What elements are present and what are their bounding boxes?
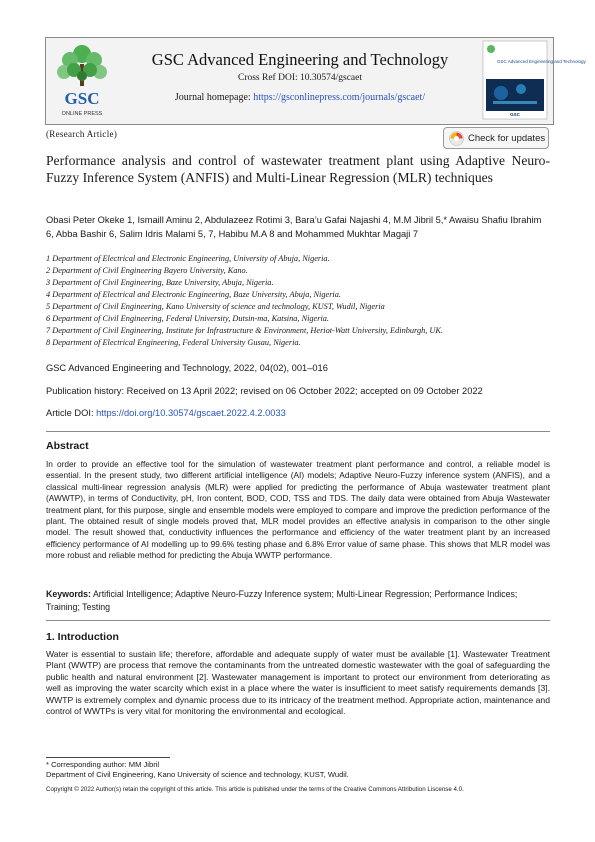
affiliations bbox=[46, 253, 550, 349]
author-list: Obasi Peter Okeke 1, Ismaill Aminu 2, Abdulazeez Rotimi 3, Bara’u Gafai Najashi 4, M.M Jibril 5,* Awaisu Shafiu Ibrahim 6, Abba Bashir 6, Salim Idris Malami 5, 7, Habibu M.A 8 and Mohammed Mukhtar Magaji 7 bbox=[46, 215, 542, 239]
introduction-text: Water is essential to sustain life; therefore, affordable and adequate supply of water must be available [1]. Wastewater Treatment Plant (WWTP) are process that remove the contaminants from the untreated domestic wastewater with the goal of safeguarding the public health and natural environment [2]. Wastewater management is important to protect our environment from deteriorating as well as improving the water scarcity which exist in a place where the water is insufficient to meet satisfy requirements demands [3]. WWTP is extremely complex and dynamic process due to its intricacy of the treatment method. Appropriate action, maintenance and control of WWTPs is very vital for monitoring the environmental and ecological. bbox=[46, 649, 550, 717]
citation-line: GSC Advanced Engineering and Technology, 2022, 04(02), 001–016 bbox=[46, 363, 328, 373]
check-for-updates-button[interactable] bbox=[443, 127, 549, 149]
logo-text: GSC bbox=[64, 89, 100, 108]
affiliation-item: 3 Department of Civil Engineering, Baze University, Abuja, Nigeria. bbox=[46, 278, 274, 287]
cover-badge: GSC bbox=[510, 112, 520, 117]
affiliation-item: 1 Department of Electrical and Electronic Engineering, University of Abuja, Nigeria. bbox=[46, 254, 330, 263]
section-divider bbox=[46, 431, 550, 432]
affiliation-item: 2 Department of Civil Engineering Bayero University, Kano. bbox=[46, 266, 248, 275]
keywords-list: Artificial Intelligence; Adaptive Neuro-Fuzzy Inference system; Multi-Linear Regression; Performance Indices; Training; Testing bbox=[46, 589, 518, 612]
article-type: (Research Article) bbox=[46, 129, 118, 139]
affiliation-item: 7 Department of Civil Engineering, Institute for Infrastructure & Environment, Heriot-Watt University, Edinburgh, UK. bbox=[46, 326, 443, 335]
corresponding-author: * Corresponding author: MM Jibril bbox=[46, 760, 160, 769]
section-divider bbox=[46, 620, 550, 621]
affiliation-item: 6 Department of Civil Engineering, Federal University, Dutsin-ma, Katsina, Nigeria. bbox=[46, 314, 329, 323]
keywords bbox=[46, 588, 550, 613]
tree-icon bbox=[57, 45, 107, 86]
affiliation-item: 5 Department of Civil Engineering, Kano University of science and technology, KUST, Wudil, Nigeria bbox=[46, 302, 385, 311]
publication-history: Publication history: Received on 13 April 2022; revised on 06 October 2022; accepted on 09 October 2022 bbox=[46, 386, 483, 396]
article-title: Performance analysis and control of wastewater treatment plant using Adaptive Neuro-Fuzzy Inference System (ANFIS) and Multi-Linear Regression (MLR) techniques bbox=[46, 153, 550, 185]
check-updates-label: Check for updates bbox=[468, 133, 546, 144]
logo-subtext: ONLINE PRESS bbox=[61, 111, 103, 117]
gsc-logo bbox=[50, 40, 114, 120]
journal-homepage bbox=[120, 92, 480, 103]
affiliation-item: 4 Department of Electrical and Electronic Engineering, Baze University, Abuja, Nigeria. bbox=[46, 290, 341, 299]
journal-cover-thumbnail bbox=[483, 41, 586, 119]
affiliation-item: 8 Department of Electrical Engineering, Federal University Gusau, Nigeria. bbox=[46, 338, 301, 347]
footnote-divider bbox=[46, 757, 170, 758]
cover-title: GSC Advanced Engineering and Technology bbox=[497, 59, 586, 64]
doi-link[interactable]: https://doi.org/10.30574/gscaet.2022.4.2.0033 bbox=[96, 408, 286, 418]
abstract-text: In order to provide an effective tool for the simulation of wastewater treatment plant performance and control, a reliable model is essential. In the present study, two different artificial intelligence (AI) models; Adaptive Neuro-Fuzzy inference system (ANFIS), and a classical multi-linear regression analysis (MLR) were applied for predicting the performance of Abuja wastewater treatment plant (AWWTP), in terms of Conductivity, pH, Iron content, BOD, COD, TSS and TDS. The daily data were obtained from Abuja Wastewater treatment plant, for this purpose, single and ensemble models were employed to compare and improve the prediction performance of the plant. The obtained result of single models proved that, MLR model provides an effective analysis in comparison to the other single model. The result showed that, conductivity influences the performance and efficiency of the water treatment plant by an increased efficiency performance of AI modelling up to 99.6% testing phase and 6.8% Error value of same phase. This shows that MLR model was more robust and reliable method for predicting the Abuja WWTP performance. bbox=[46, 459, 550, 561]
check-updates-icon bbox=[449, 131, 464, 146]
abstract-heading: Abstract bbox=[46, 440, 89, 452]
homepage-label: Journal homepage: bbox=[174, 92, 254, 103]
keywords-label: Keywords: bbox=[46, 589, 91, 599]
article-doi bbox=[46, 408, 286, 418]
doi-label: Article DOI: bbox=[46, 408, 97, 418]
journal-title: GSC Advanced Engineering and Technology bbox=[151, 50, 449, 69]
crossref-doi: Cross Ref DOI: 10.30574/gscaet bbox=[237, 73, 362, 83]
copyright-notice: Copyright © 2022 Author(s) retain the copyright of this article. This article is published under the terms of the Creative Commons Attribution Liscense 4.0. bbox=[46, 786, 464, 793]
introduction-heading: 1. Introduction bbox=[46, 631, 119, 643]
homepage-link[interactable]: https://gsconlinepress.com/journals/gscaet/ bbox=[253, 92, 426, 103]
author-department: Department of Civil Engineering, Kano University of science and technology, KUST, Wudil. bbox=[46, 770, 349, 779]
